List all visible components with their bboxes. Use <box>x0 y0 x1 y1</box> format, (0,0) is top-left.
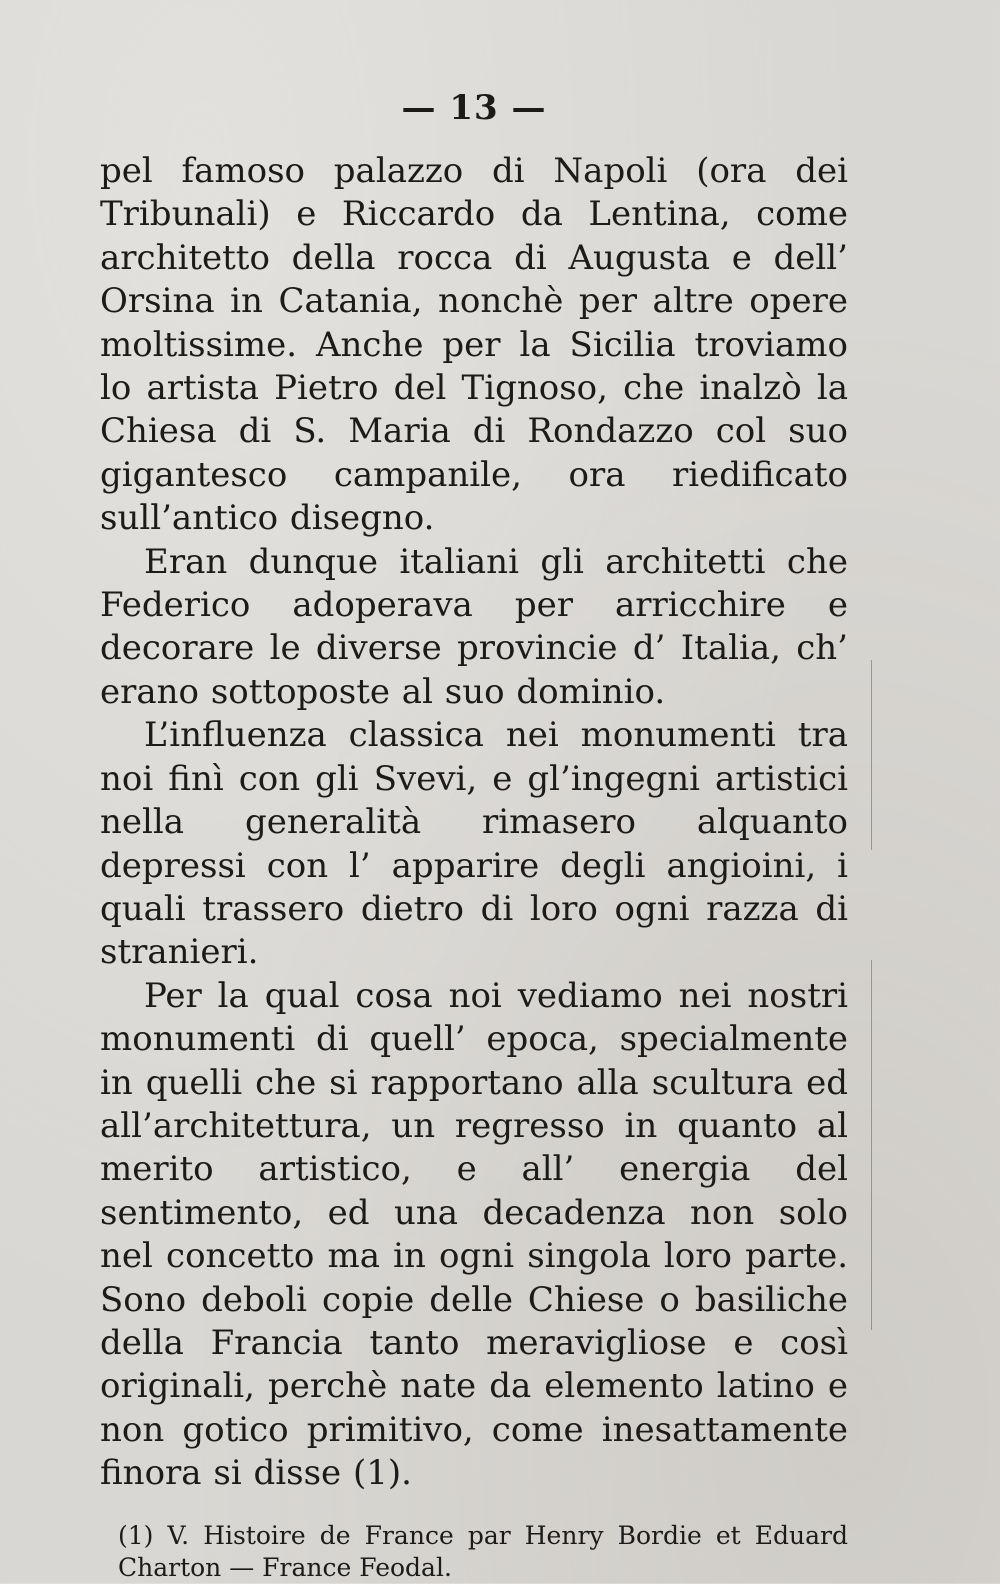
body-text <box>100 150 848 1496</box>
margin-pencil-mark-lower <box>865 960 872 1330</box>
book-page <box>100 88 848 1584</box>
paragraph-4: Per la qual cosa noi vediamo nei nostri monumenti di quell’ epoca, specialmente in quelli che si rapportano alla scultura ed all’architettura, un regresso in quanto al merito artistico, e all’ energia del sentimento, ed una decadenza non solo nel concetto ma in ogni singola loro parte. Sono deboli copie delle Chiese o basiliche della Francia tanto meravigliose e così originali, perchè nate da elemento latino e non gotico primitivo, come inesattamente finora si disse (1). <box>100 975 848 1494</box>
page-number: — 13 — <box>401 88 547 128</box>
paragraph-3: L’influenza classica nei monumenti tra noi finì con gli Svevi, e gl’ingegni artistici nella generalità rimasero alquanto depressi con l’ apparire degli angioini, i quali trassero dietro di loro ogni razza di stranieri. <box>100 715 848 973</box>
paragraph-2: Eran dunque italiani gli architetti che Federico adoperava per arricchire e decorare le diverse provincie d’ Italia, ch’ erano sottoposte al suo dominio. <box>100 541 848 712</box>
margin-pencil-mark-upper <box>865 660 872 850</box>
paragraph-1: pel famoso palazzo di Napoli (ora dei Tribunali) e Riccardo da Lentina, come architetto della rocca di Augusta e dell’ Orsina in Catania, nonchè per altre opere moltissime. Anche per la Sicilia troviamo lo artista Pietro del Tignoso, che inalzò la Chiesa di S. Maria di Rondazzo col suo gigantesco campanile, ora riedificato sull’antico disegno. <box>100 151 848 539</box>
footnote: (1) V. Histoire de France par Henry Bordie et Eduard Charton — France Feodal. <box>118 1520 848 1582</box>
